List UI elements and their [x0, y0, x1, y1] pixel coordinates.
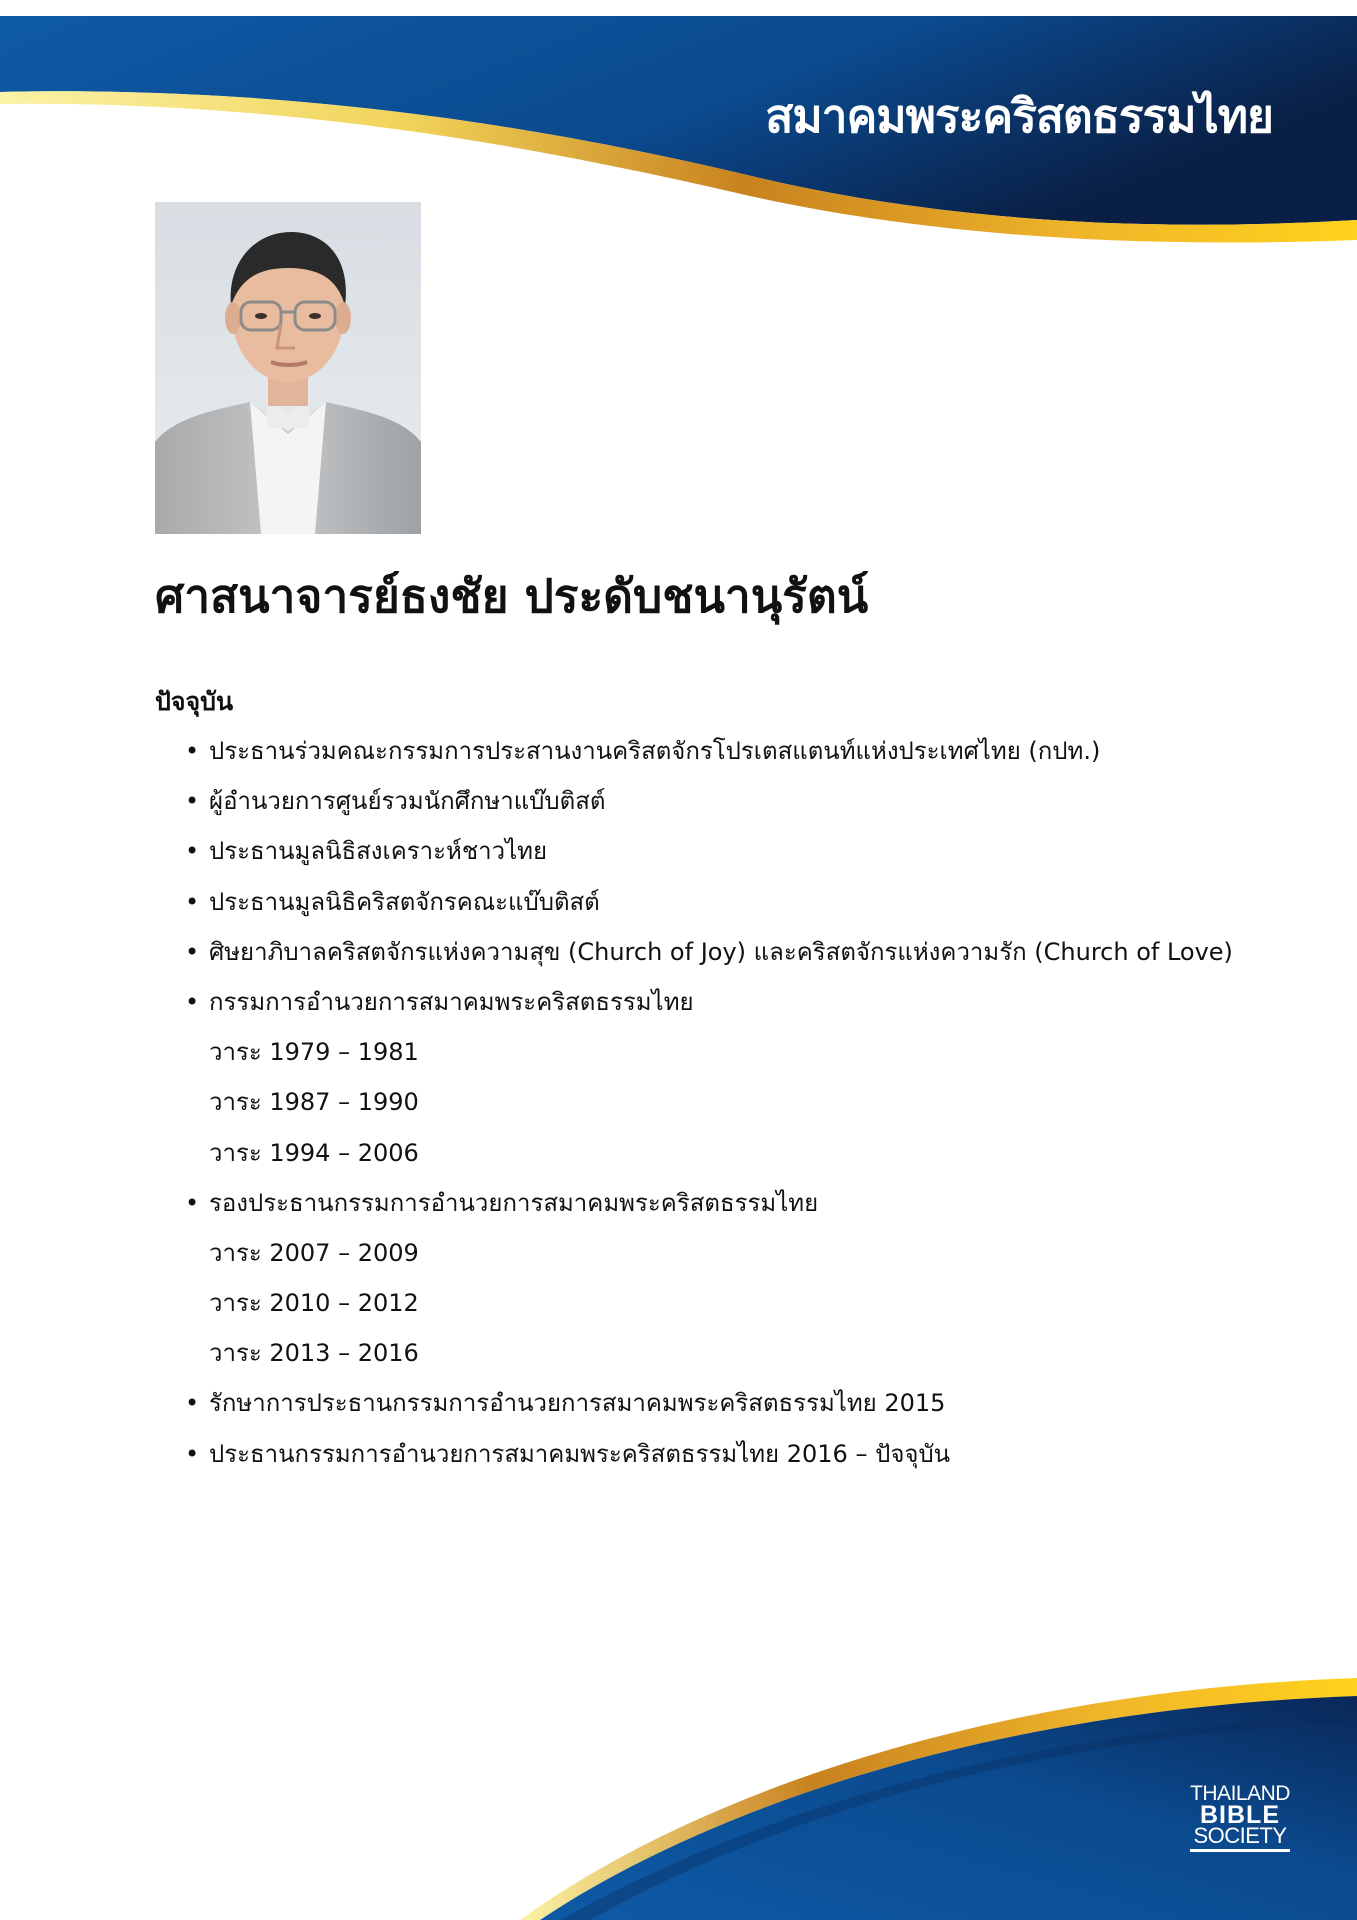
term-item: วาระ 1987 – 1990 [209, 1088, 419, 1117]
logo-line-bible: BIBLE [1200, 1801, 1280, 1829]
bullet: • [185, 787, 200, 816]
term-item: วาระ 1979 – 1981 [209, 1038, 419, 1067]
role-text: กรรมการอำนวยการสมาคมพระคริสตธรรมไทย [209, 987, 694, 1016]
term-item: วาระ 2007 – 2009 [209, 1238, 419, 1267]
footer-banner [0, 1660, 1357, 1920]
role-text: ศิษยาภิบาลคริสตจักรแห่งความสุข (Church of Joy) และคริสตจักรแห่งความรัก (Church of Love) [209, 937, 1233, 966]
bullet: • [185, 1439, 200, 1468]
role-text: รักษาการประธานกรรมการอำนวยการสมาคมพระคริสตธรรมไทย 2015 [209, 1389, 946, 1418]
person-name: ศาสนาจารย์ธงชัย ประดับชนานุรัตน์ [155, 569, 869, 623]
current-roles-list [185, 726, 1305, 1479]
role-text: รองประธานกรรมการอำนวยการสมาคมพระคริสตธรรมไทย [209, 1188, 819, 1217]
thailand-bible-society-logo [1190, 1784, 1290, 1852]
list-item [185, 826, 1305, 876]
logo-line-society: SOCIETY [1193, 1823, 1287, 1848]
list-item [185, 776, 1305, 826]
role-text: ประธานมูลนิธิคริสตจักรคณะแบ๊บติสต์ [209, 887, 600, 916]
portrait-photo-icon [155, 202, 421, 534]
term-item: วาระ 1994 – 2006 [209, 1138, 419, 1167]
role-text: ประธานร่วมคณะกรรมการประสานงานคริสตจักรโปรเตสแตนท์แห่งประเทศไทย (กปท.) [209, 737, 1101, 765]
list-item [185, 877, 1305, 927]
logo-underline [1190, 1849, 1290, 1852]
bullet: • [185, 937, 200, 966]
bullet: • [185, 1389, 200, 1418]
bullet: • [185, 887, 200, 916]
list-item [185, 927, 1305, 977]
section-heading-current: ปัจจุบัน [155, 687, 234, 716]
role-text: ประธานกรรมการอำนวยการสมาคมพระคริสตธรรมไทย 2016 – ปัจจุบัน [209, 1439, 951, 1468]
role-text: ผู้อำนวยการศูนย์รวมนักศึกษาแบ๊บติสต์ [209, 787, 606, 816]
bullet: • [185, 1188, 200, 1217]
term-item: วาระ 2010 – 2012 [209, 1289, 419, 1318]
organization-title: สมาคมพระคริสตธรรมไทย [765, 89, 1273, 143]
bullet: • [185, 737, 200, 765]
list-item [185, 977, 1305, 1027]
list-item [185, 1378, 1305, 1428]
role-text: ประธานมูลนิธิสงเคราะห์ชาวไทย [209, 837, 548, 866]
list-item [185, 726, 1305, 776]
logo-line-thailand: THAILAND [1190, 1782, 1290, 1805]
list-item [185, 1429, 1305, 1479]
term-item: วาระ 2013 – 2016 [209, 1339, 419, 1368]
bullet: • [185, 837, 200, 866]
bullet: • [185, 987, 200, 1016]
list-item [185, 1178, 1305, 1228]
